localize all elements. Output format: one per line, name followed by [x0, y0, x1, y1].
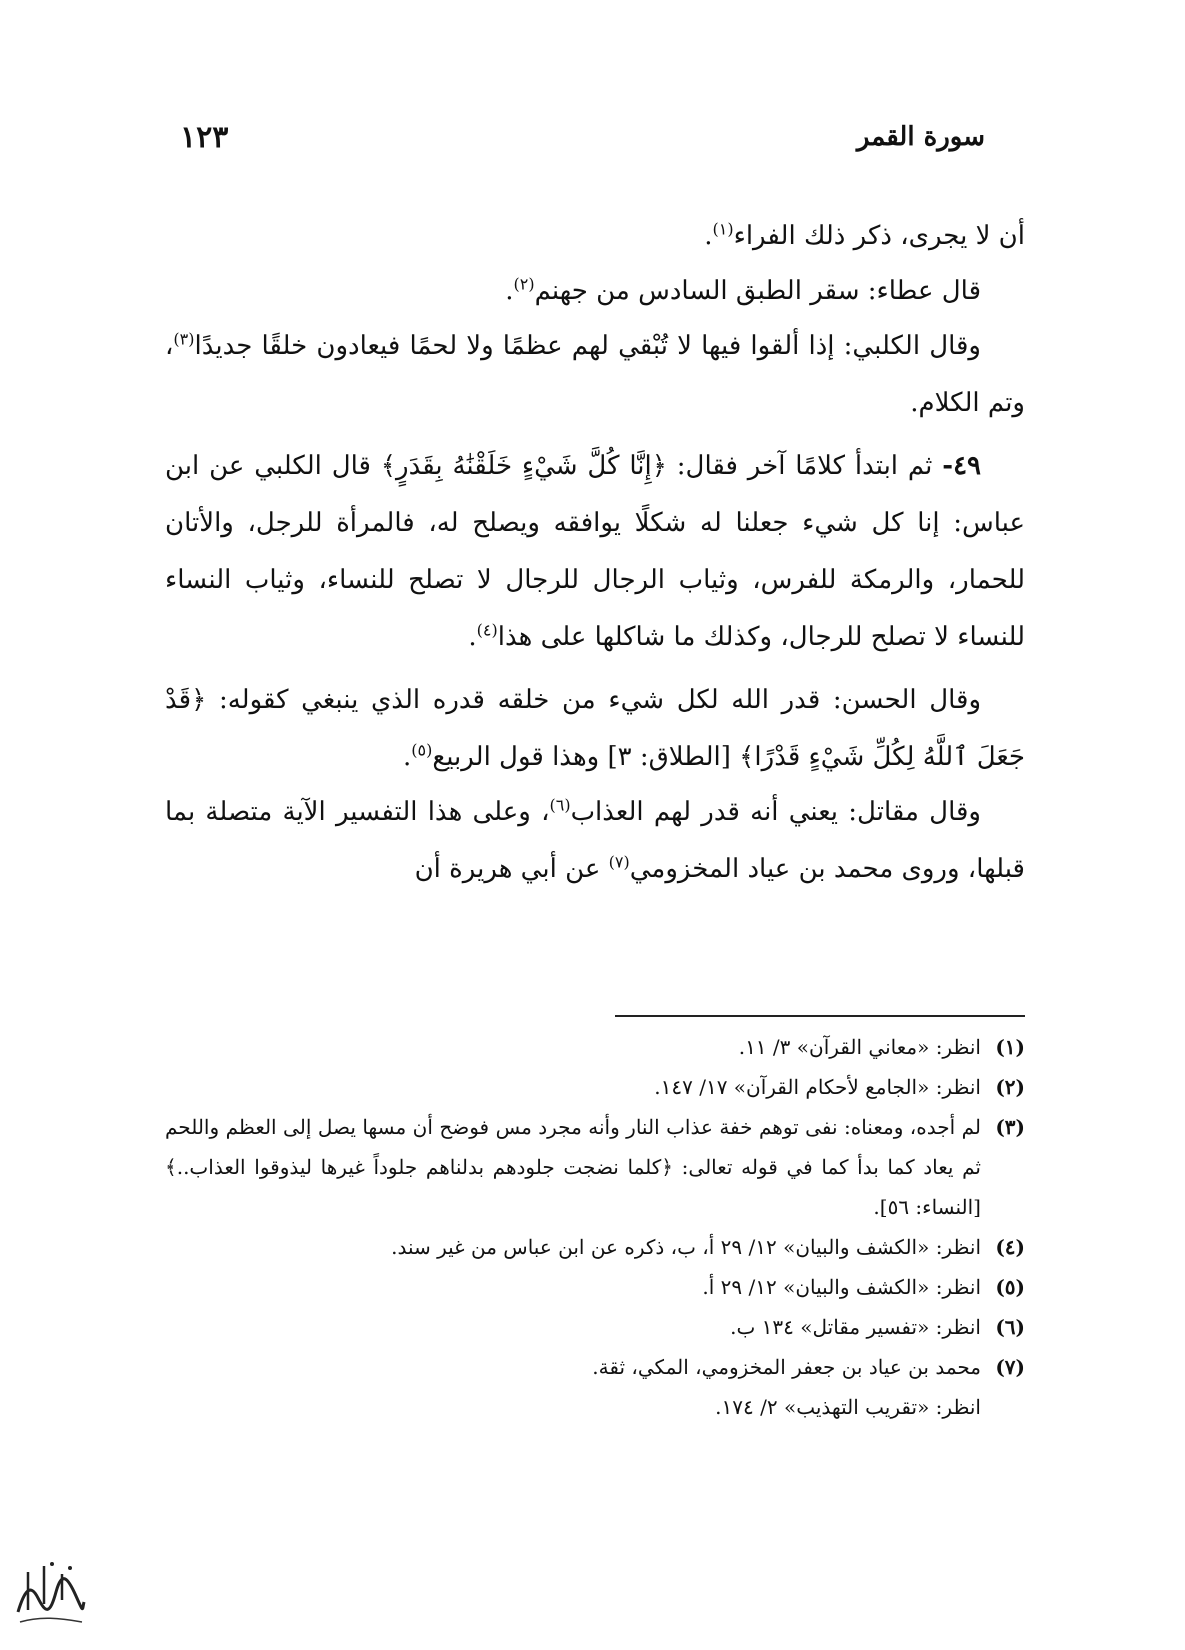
footnote-number: (٦) — [995, 1315, 1025, 1339]
footnotes — [165, 1027, 1025, 1427]
footnote-text: انظر: «الجامع لأحكام القرآن» ١٧/ ١٤٧. — [654, 1075, 981, 1099]
footnote-ref: (٧) — [608, 852, 630, 872]
footnote-number: (٣) — [995, 1115, 1025, 1139]
paragraph-2: قال عطاء: سقر الطبق السادس من جهنم$^{(٢)}$. — [505, 274, 981, 306]
footnote-item — [165, 1307, 1025, 1347]
footnote-number: (٧) — [995, 1355, 1025, 1379]
calligraphy-logo-icon — [10, 1552, 88, 1632]
footnote-text: محمد بن عياد بن جعفر المخزومي، المكي، ثقة. — [592, 1355, 981, 1379]
main-text — [165, 208, 1025, 898]
page-header — [180, 112, 985, 162]
footnote-item — [165, 1067, 1025, 1107]
paragraph-text: ، وعلى هذا التفسير الآية متصلة بما قبلها، وروى محمد بن عياد المخزومي — [165, 797, 1025, 884]
verse-number: ٤٩- — [942, 451, 981, 481]
paragraph-text: عن أبي هريرة أن — [414, 854, 609, 884]
paragraph-text: وقال الكلبي: إذا ألقوا فيها لا تُبْقي لهم عظمًا ولا لحمًا فيعادون خلقًا جديدًا — [194, 331, 981, 361]
footnote-item — [165, 1347, 1025, 1387]
paragraph-text: وقال الحسن: قدر الله لكل شيء من خلقه قدره الذي ينبغي كقوله: ﴿قَدْ جَعَلَ ٱللَّهُ لِكُلِّ شَيْءٍ قَدْرًا﴾ [الطلاق: ٣] وهذا قول الربيع — [165, 685, 1025, 772]
paragraph-text: ثم ابتدأ كلامًا آخر فقال: ﴿إِنَّا كُلَّ شَيْءٍ خَلَقْنَٰهُ بِقَدَرٍ﴾ قال الكلبي عن ابن عباس: إنا كل شيء جعلنا له شكلًا يوافقه ويصلح له، فالمرأة للرجل، والأتان للحمار، والرمكة للفرس، وثياب الرجال للرجال لا تصلح للنساء، وثياب النساء للنساء لا تصلح للرجال، وكذلك ما شاكلها على هذا — [165, 451, 1025, 652]
footnote-ref: (٥) — [411, 740, 433, 760]
footnote-ref: (٤) — [476, 620, 498, 640]
footnote-number: (٥) — [995, 1275, 1025, 1299]
paragraph-6 — [165, 784, 1025, 898]
paragraph-4: ٤٩- ثم ابتدأ كلامًا آخر فقال: ﴿إِنَّا كُلَّ شَيْءٍ خَلَقْنَٰهُ بِقَدَرٍ﴾ قال الكلبي عن ابن عباس: إنا كل شيء جعلنا له شكلًا يوافقه ويصلح له، فالمرأة للرجل، والأتان للحمار، والرمكة للفرس، وثياب الرجال للرجال لا تصلح للنساء، وثياب النساء للنساء لا تصلح للرجال، وكذلك ما شاكلها على هذا$^{(٤)}$. — [165, 451, 1025, 652]
footnote-text: انظر: «الكشف والبيان» ١٢/ ٢٩ أ. — [702, 1275, 981, 1299]
footnote-number: (٢) — [995, 1075, 1025, 1099]
footnote-ref: (١) — [712, 219, 734, 239]
footnote-item — [165, 1027, 1025, 1067]
footnote-item — [165, 1107, 1025, 1227]
footnote-text: انظر: «تفسير مقاتل» ١٣٤ ب. — [730, 1315, 981, 1339]
footnote-text: انظر: «الكشف والبيان» ١٢/ ٢٩ أ، ب، ذكره عن ابن عباس من غير سند. — [391, 1235, 981, 1259]
paragraph-text: ، وتم الكلام. — [165, 331, 1025, 418]
page-number: ١٢٣ — [180, 119, 229, 155]
footnote-text: انظر: «معاني القرآن» ٣/ ١١. — [738, 1035, 981, 1059]
footnote-number: (٤) — [995, 1235, 1025, 1259]
footnote-item — [165, 1387, 1025, 1427]
paragraph-text: أن لا يجرى، ذكر ذلك الفراء — [733, 221, 1025, 251]
paragraph-1: أن لا يجرى، ذكر ذلك الفراء$^{(١)}$. — [704, 219, 1025, 251]
paragraph-text: قال عطاء: سقر الطبق السادس من جهنم — [534, 276, 981, 306]
paragraph-text: وقال مقاتل: يعني أنه قدر لهم العذاب — [570, 797, 981, 827]
surah-title: سورة القمر — [856, 122, 985, 152]
footnote-number: (١) — [995, 1035, 1025, 1059]
footnote-ref: (٣) — [173, 329, 195, 349]
footnote-divider — [615, 1015, 1025, 1017]
paragraph-5: وقال الحسن: قدر الله لكل شيء من خلقه قدره الذي ينبغي كقوله: ﴿قَدْ جَعَلَ ٱللَّهُ لِكُلِّ شَيْءٍ قَدْرًا﴾ [الطلاق: ٣] وهذا قول الربيع$^{(٥)}$. — [165, 685, 1025, 772]
footnote-item — [165, 1267, 1025, 1307]
footnote-item — [165, 1227, 1025, 1267]
footnote-ref: (٢) — [513, 274, 535, 294]
footnote-text: انظر: «تقريب التهذيب» ٢/ ١٧٤. — [715, 1395, 981, 1419]
footnote-text: لم أجده، ومعناه: نفى توهم خفة عذاب النار وأنه مجرد مس فوضح أن مسها يصل إلى العظم واللحم ثم يعاد كما بدأ كما في قوله تعالى: ﴿كلما نضجت جلودهم بدلناهم جلوداً غيرها ليذوقوا العذاب..﴾ [النساء: ٥٦]. — [165, 1115, 981, 1219]
footnote-ref: (٦) — [549, 795, 571, 815]
paragraph-3 — [165, 318, 1025, 432]
